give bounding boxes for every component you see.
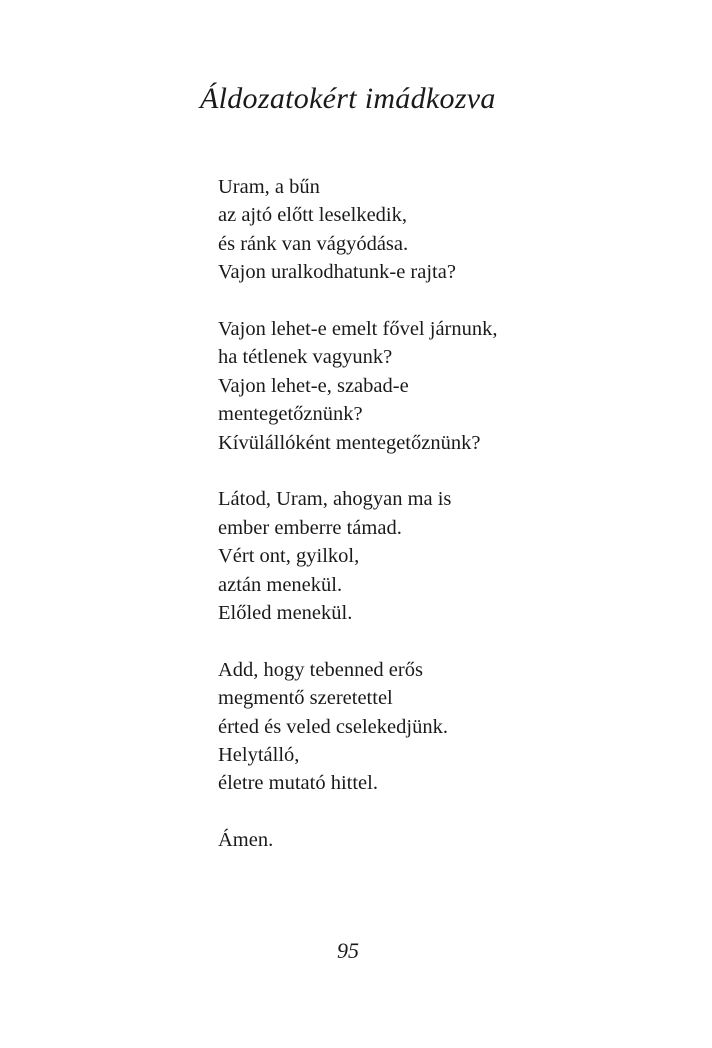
poem-title: Áldozatokért imádkozva — [200, 82, 496, 115]
poem-line: életre mutató hittel. — [218, 772, 378, 795]
poem-body — [218, 173, 498, 883]
poem-line: az ajtó előtt leselkedik, — [218, 204, 407, 227]
poem-line: Vajon lehet-e, szabad-e — [218, 374, 409, 397]
poem-line: Előled menekül. — [218, 602, 353, 625]
poem-line: mentegetőznünk? — [218, 403, 363, 426]
poem-line: Helytálló, — [218, 744, 300, 767]
page-number: 95 — [337, 938, 359, 963]
poem-line: Uram, a bűn — [218, 176, 320, 198]
poem-line: Kívülállóként mentegetőznünk? — [218, 431, 481, 454]
poem-line: aztán menekül. — [218, 573, 343, 596]
poem-line: ha tétlenek vagyunk? — [218, 346, 393, 369]
poem-line: ember emberre támad. — [218, 516, 402, 539]
stanza-1 — [218, 173, 498, 287]
poem-line: megmentő szeretettel — [218, 687, 393, 710]
stanza-2 — [218, 315, 498, 457]
poem-line: Ámen. — [218, 829, 274, 852]
poem-line: Add, hogy tebenned erős — [218, 658, 423, 681]
stanza-4 — [218, 656, 498, 798]
poem-line: Vajon lehet-e emelt fővel járnunk, — [218, 318, 498, 341]
poem-line: és ránk van vágyódása. — [218, 232, 409, 255]
poem-line: Vajon uralkodhatunk-e rajta? — [218, 261, 456, 284]
stanza-5 — [218, 826, 498, 854]
poem-line: Vért ont, gyilkol, — [218, 545, 360, 568]
poem-line: Látod, Uram, ahogyan ma is — [218, 488, 452, 511]
stanza-3 — [218, 485, 498, 627]
poem-line: érted és veled cselekedjünk. — [218, 715, 448, 738]
